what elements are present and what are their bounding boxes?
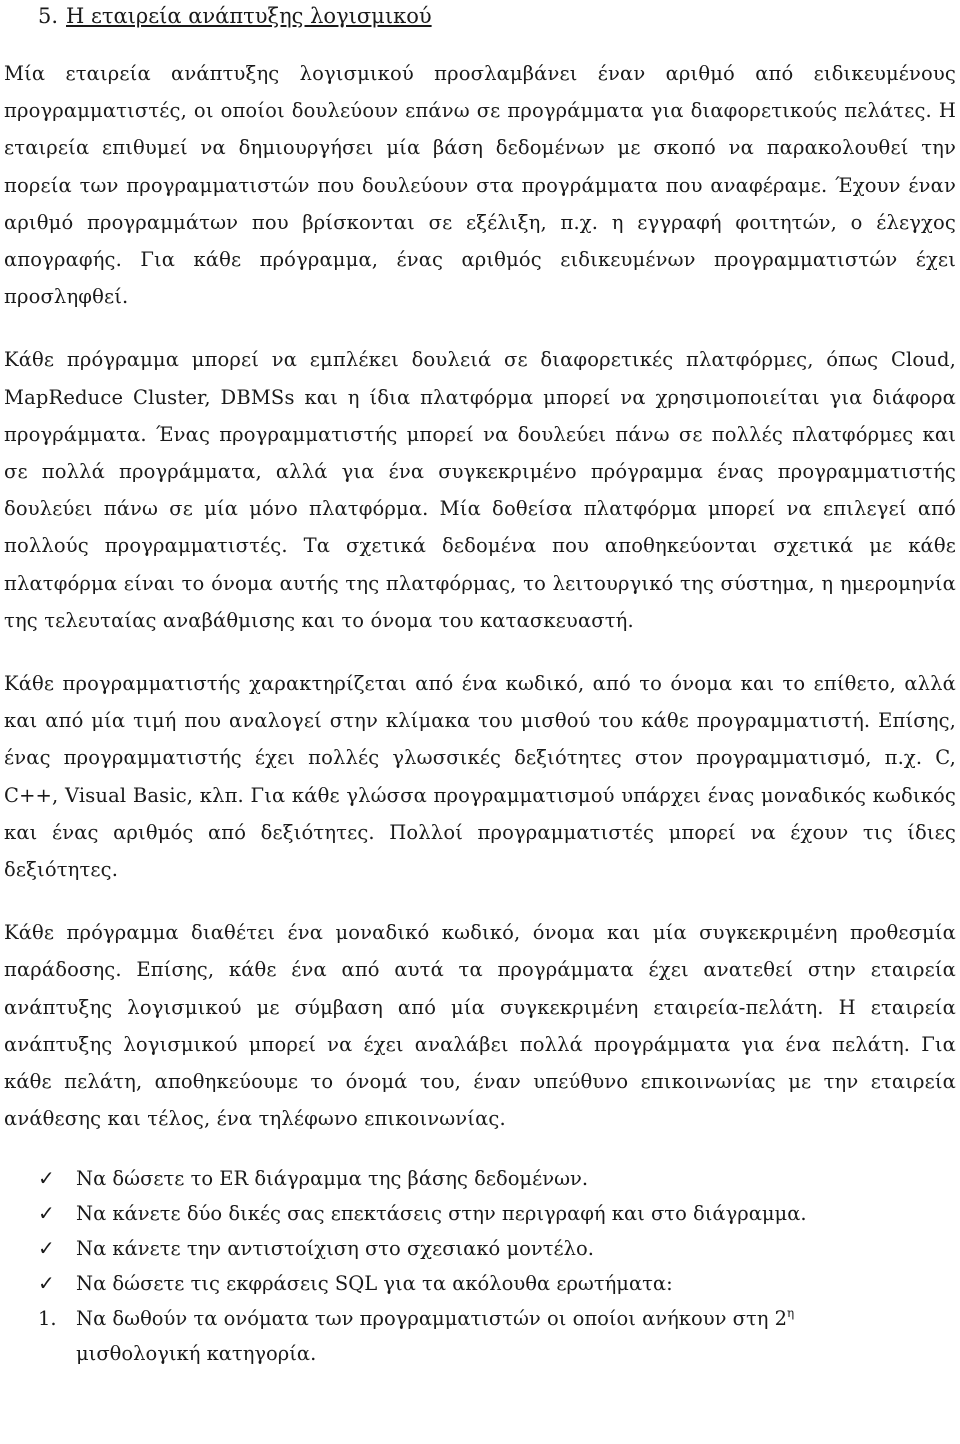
section-title: Η εταιρεία ανάπτυξης λογισμικού xyxy=(66,4,432,28)
paragraph-programs: Κάθε πρόγραμμα διαθέτει ένα μοναδικό κωδικό, όνομα και μία συγκεκριμένη προθεσμία παράδοσης. Επίσης, κάθε ένα από αυτά τα προγράμματα έχει ανατεθεί στην εταιρεία ανάπτυξης λογισμικού με σύμβαση από μία συγκεκριμένη εταιρεία-πελάτη. Η εταιρεία ανάπτυξης λογισμικού μπορεί να έχει αναλάβει πολλά προγράμματα για ένα πελάτη. Για κάθε πελάτη, αποθηκεύουμε το όνομά του, έναν υπεύθυνο επικοινωνίας με την εταιρεία ανάθεσης και τέλος, ένα τηλέφωνο επικοινωνίας. xyxy=(4,921,956,1131)
task-text: Να δώσετε τις εκφράσεις SQL για τα ακόλουθα ερωτήματα: xyxy=(76,1272,673,1296)
document-page xyxy=(4,0,956,1371)
task-text: Να κάνετε την αντιστοίχιση στο σχεσιακό μοντέλο. xyxy=(76,1237,594,1261)
query-text: Να δωθούν τα ονόματα των προγραμματιστών οι οποίοι ανήκουν στη $2^\eta$ μισθολογική κατηγορία. xyxy=(76,1306,795,1366)
paragraph-programmers: Κάθε προγραμματιστής χαρακτηρίζεται από ένα κωδικό, από το όνομα και το επίθετο, αλλά και από μία τιμή που αναλογεί στην κλίμακα του μισθού του κάθε προγραμματιστή. Επίσης, ένας προγραμματιστής έχει πολλές γλωσσικές δεξιότητες στον προγραμματισμό, π.χ. C, C++, Visual Basic, κλπ. Για κάθε γλώσσα προγραμματισμού υπάρχει ένας μοναδικός κωδικός και ένας αριθμός από δεξιότητες. Πολλοί προγραμματιστές μπορεί να έχουν τις ίδιες δεξιότητες. xyxy=(4,672,956,882)
task-text: Να κάνετε δύο δικές σας επεκτάσεις στην περιγραφή και στο διάγραμμα. xyxy=(76,1202,807,1226)
task-item xyxy=(4,1161,956,1196)
task-item xyxy=(4,1196,956,1231)
checkmark-icon: ✓ xyxy=(38,1236,55,1261)
checkmark-icon: ✓ xyxy=(38,1271,55,1296)
ordinal-superscript: η xyxy=(787,1306,795,1321)
paragraph-intro: Μία εταιρεία ανάπτυξης λογισμικού προσλαμβάνει έναν αριθμό από ειδικευμένους προγραμματιστές, οι οποίοι δουλεύουν επάνω σε προγράμματα για διαφορετικούς πελάτες. Η εταιρεία επιθυμεί να δημιουργήσει μία βάση δεδομένων με σκοπό να παρακολουθεί την πορεία των προγραμματιστών που δουλεύουν στα προγράμματα που αναφέραμε. Έχουν έναν αριθμό προγραμμάτων που βρίσκονται σε εξέλιξη, π.χ. η εγγραφή φοιτητών, ο έλεγχος απογραφής. Για κάθε πρόγραμμα, ένας αριθμός ειδικευμένων προγραμματιστών έχει προσληφθεί. xyxy=(4,62,956,309)
section-heading xyxy=(4,0,956,31)
checkmark-icon: ✓ xyxy=(38,1166,55,1191)
numbered-query-item xyxy=(4,1301,956,1371)
section-number: 5. xyxy=(38,4,59,28)
paragraph-platforms: Κάθε πρόγραμμα μπορεί να εμπλέκει δουλειά σε διαφορετικές πλατφόρμες, όπως Cloud, MapReduce Cluster, DBMSs και η ίδια πλατφόρμα μπορεί να χρησιμοποιείται για διάφορα προγράμματα. Ένας προγραμματιστής μπορεί να δουλεύει πάνω σε πολλές πλατφόρμες και σε πολλά προγράμματα, αλλά για ένα συγκεκριμένο πρόγραμμα ένας προγραμματιστής δουλεύει πάνω σε μία μόνο πλατφόρμα. Μία δοθείσα πλατφόρμα μπορεί να επιλεγεί από πολλούς προγραμματιστές. Τα σχετικά δεδομένα που αποθηκεύονται σχετικά με κάθε πλατφόρμα είναι το όνομα αυτής της πλατφόρμας, το λειτουργικό της σύστημα, η ημερομηνία της τελευταίας αναβάθμισης και το όνομα του κατασκευαστή. xyxy=(4,348,956,632)
query-number: 1. xyxy=(38,1307,57,1331)
task-item xyxy=(4,1266,956,1301)
task-item xyxy=(4,1231,956,1266)
checkmark-icon: ✓ xyxy=(38,1201,55,1226)
task-text: Να δώσετε το ER διάγραμμα της βάσης δεδομένων. xyxy=(76,1167,589,1191)
task-list xyxy=(4,1161,956,1371)
